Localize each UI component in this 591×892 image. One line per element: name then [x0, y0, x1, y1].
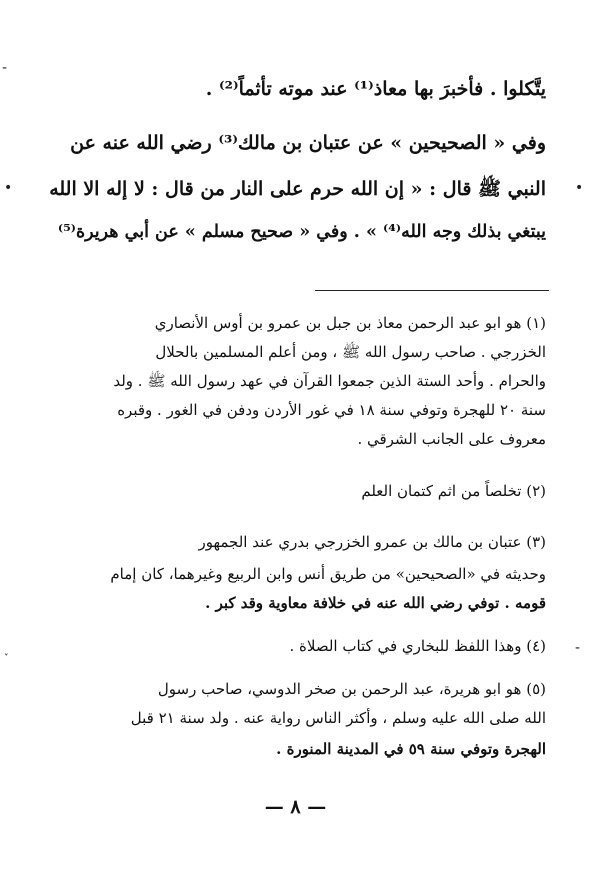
margin-mark: ˯	[4, 641, 9, 657]
footnote-line: (٤) وهذا اللفظ للبخاري في كتاب الصلاة .	[289, 637, 546, 655]
footnote-separator	[315, 290, 549, 291]
main-text-line: وفي « الصحيحين » عن عتبان بن مالك⁽³⁾ رضي الله عنه عن	[70, 132, 546, 154]
page-number: — ٨ —	[264, 796, 327, 818]
margin-mark: •	[4, 180, 13, 196]
footnote-line: (٣) عتبان بن مالك بن عمرو الخزرجي بدري عند الجمهور	[198, 533, 546, 551]
footnote-line: الخزرجي . صاحب رسول الله ﷺ ، ومن أعلم المسلمين بالحلال	[155, 343, 546, 361]
footnote-line: سنة ٢٠ للهجرة وتوفي سنة ١٨ في غور الأردن ودفن في الغور . وقبره	[117, 401, 546, 419]
footnote-line: الله صلى الله عليه وسلم ، وأكثر الناس رواية عنه . ولد سنة ٢١ قبل	[130, 709, 546, 727]
footnote-line: (٢) تخلصاً من اثم كتمان العلم	[361, 482, 546, 500]
margin-mark: -	[575, 640, 581, 656]
footnote-line: قومه . توفي رضي الله عنه في خلافة معاوية وقد كبر .	[205, 594, 546, 612]
footnote-line: (١) هو ابو عبد الرحمن معاذ بن جبل بن عمرو بن أوس الأنصاري	[154, 314, 546, 332]
footnote-line: (٥) هو ابو هريرة، عبد الرحمن بن صخر الدوسي، صاحب رسول	[157, 680, 546, 698]
footnote-line: معروف على الجانب الشرقي .	[357, 430, 546, 448]
footnote-line: وحديثه في «الصحيحين» من طريق أنس وابن الربيع وغيرهما، كان إمام	[110, 565, 546, 583]
main-text-line: يبتغي بذلك وجه الله⁽⁴⁾ » . وفي « صحيح مسلم » عن أبي هريرة⁽⁵⁾	[57, 222, 546, 242]
margin-mark: •	[575, 180, 584, 196]
footnote-line: والحرام . وأحد الستة الذين جمعوا القرآن في عهد رسول الله ﷺ . ولد	[113, 372, 546, 390]
margin-mark: -	[2, 60, 8, 76]
main-text-line: يتَّكلوا . فأخبرَ بها معاذ⁽¹⁾ عند موته تأثماً⁽²⁾ .	[205, 78, 546, 100]
main-text-line: النبي ﷺ قال : « إن الله حرم على النار من قال : لا إله الا الله	[49, 178, 546, 200]
footnote-line: الهجرة وتوفي سنة ٥٩ في المدينة المنورة .	[276, 740, 546, 758]
